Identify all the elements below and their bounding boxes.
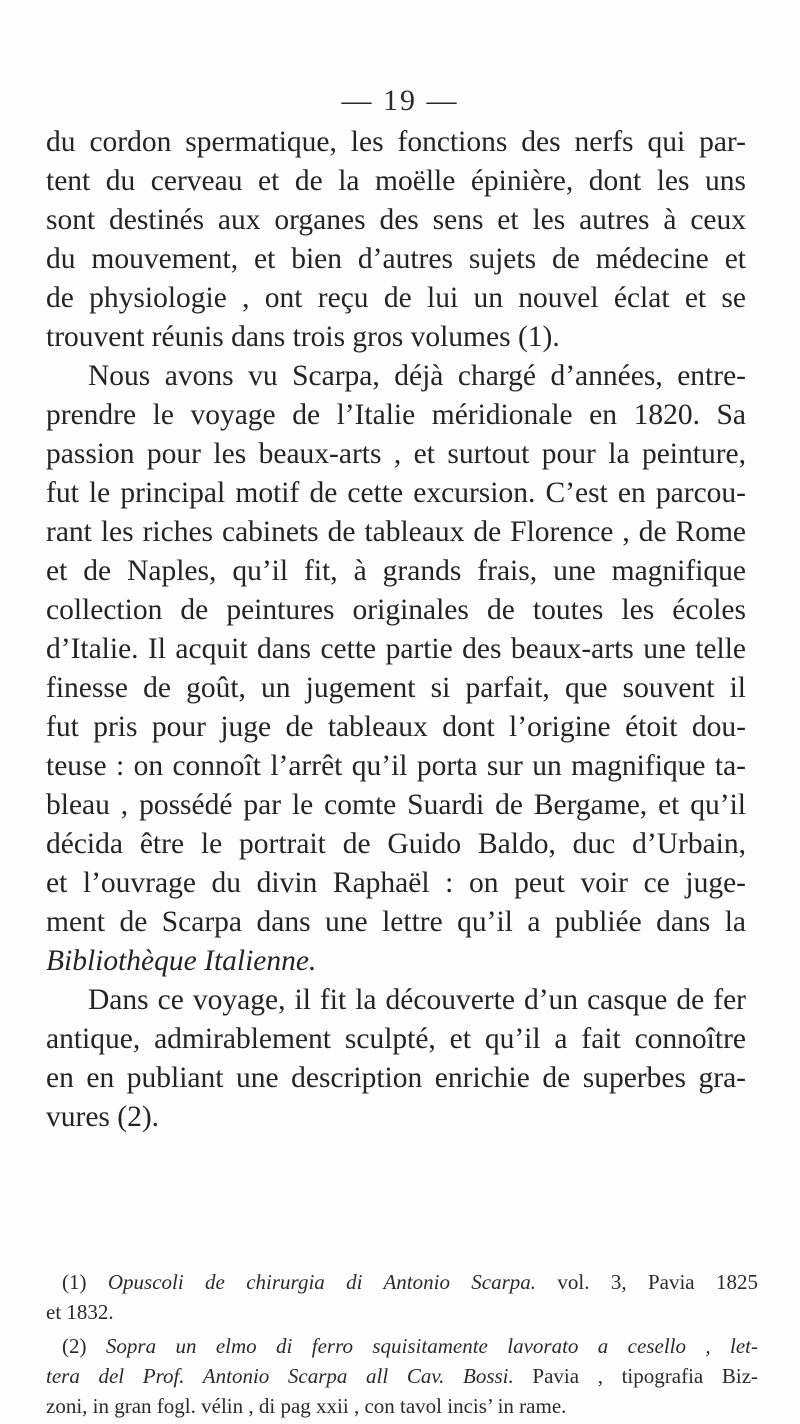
footnote-text: Pavia , tipografia Biz- xyxy=(532,1364,759,1388)
footnote-title: tera del Prof. Antonio Scarpa all Cav. Bossi. xyxy=(46,1364,514,1388)
text-line: et de Naples, qu’il fit, à grands frais, une magnifique xyxy=(46,555,746,587)
text-line: sont destinés aux organes des sens et les autres à ceux xyxy=(46,204,746,236)
text-line: du mouvement, et bien d’autres sujets de médecine et xyxy=(46,243,746,275)
footnote-title: Opuscoli de chirurgia di Antonio Scarpa. xyxy=(107,1270,537,1294)
footnote-1-continued: et 1832. xyxy=(46,1300,114,1324)
text-line: tent du cerveau et de la moëlle épinière, dont les uns xyxy=(46,165,746,197)
footnote-2-continued xyxy=(46,1362,758,1390)
footnote-marker: (1) xyxy=(62,1270,87,1294)
text-line: rant les riches cabinets de tableaux de Florence , de Rome xyxy=(46,516,746,548)
text-line: d’Italie. Il acquit dans cette partie des beaux-arts une telle xyxy=(46,633,746,665)
text-line: trouvent réunis dans trois gros volumes (1). xyxy=(46,321,560,353)
text-line: fut le principal motif de cette excursion. C’est en parcou- xyxy=(46,477,746,509)
text-line: vures (2). xyxy=(46,1101,160,1133)
text-line: collection de peintures originales de toutes les écoles xyxy=(46,594,746,626)
text-line: en en publiant une description enrichie de superbes gra- xyxy=(46,1062,746,1094)
text-line: bleau , possédé par le comte Suardi de Bergame, et qu’il xyxy=(46,789,746,821)
footnote-2 xyxy=(62,1332,758,1360)
text-line: et l’ouvrage du divin Raphaël : on peut voir ce juge- xyxy=(46,867,746,899)
footnote-marker: (2) xyxy=(62,1334,87,1358)
footnote-2-continued: zoni, in gran fogl. vélin , di pag xxii , con tavol incis’ in rame. xyxy=(46,1394,567,1418)
text-line: passion pour les beaux-arts , et surtout pour la peinture, xyxy=(46,438,746,470)
text-line: finesse de goût, un jugement si parfait, que souvent il xyxy=(46,672,746,704)
footnote-text: vol. 3, Pavia 1825 xyxy=(557,1270,758,1294)
text-line: prendre le voyage de l’Italie méridionale en 1820. Sa xyxy=(46,399,746,431)
paragraph-start: Dans ce voyage, il fit la découverte d’un casque de fer xyxy=(88,984,746,1016)
paragraph-start: Nous avons vu Scarpa, déjà chargé d’années, entre- xyxy=(88,360,746,392)
footnote-1 xyxy=(62,1268,758,1296)
text-line: de physiologie , ont reçu de lui un nouvel éclat et se xyxy=(46,282,746,314)
text-line: antique, admirablement sculpté, et qu’il a fait connoître xyxy=(46,1023,746,1055)
italic-title-line: Bibliothèque Italienne. xyxy=(46,945,317,977)
text-line: du cordon spermatique, les fonctions des nerfs qui par- xyxy=(46,126,746,158)
footnote-title: Sopra un elmo di ferro squisitamente lavorato a cesello , let- xyxy=(105,1334,758,1358)
text-line: fut pris pour juge de tableaux dont l’origine étoit dou- xyxy=(46,711,746,743)
text-line: teuse : on connoît l’arrêt qu’il porta sur un magnifique ta- xyxy=(46,750,746,782)
text-line: ment de Scarpa dans une lettre qu’il a publiée dans la xyxy=(46,906,746,938)
text-line: décida être le portrait de Guido Baldo, duc d’Urbain, xyxy=(46,828,746,860)
page-number: — 19 — xyxy=(341,84,459,117)
